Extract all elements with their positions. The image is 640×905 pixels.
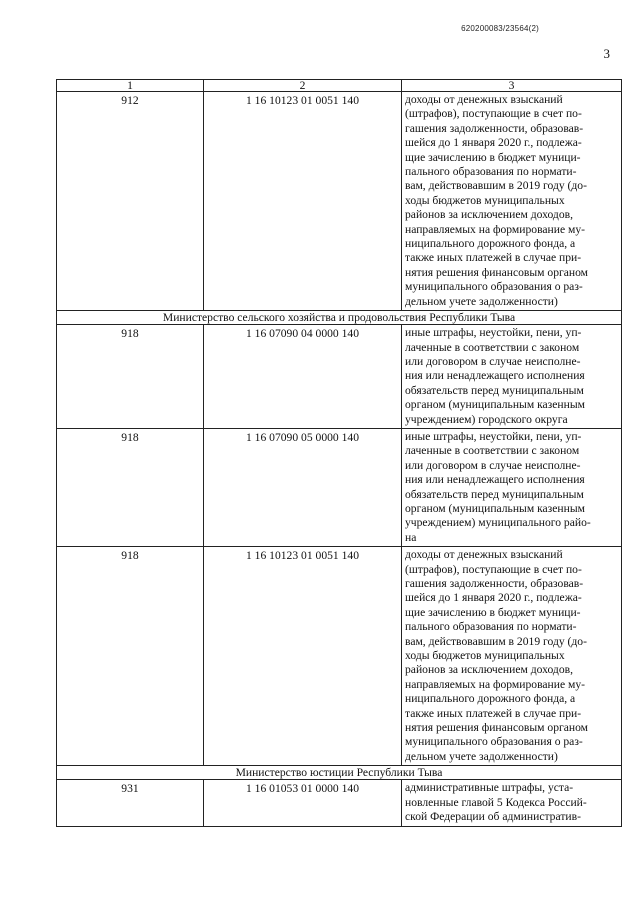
description-line: органом (муниципальным казенным xyxy=(405,398,585,412)
description-line: ской Федерации об административ- xyxy=(405,810,581,824)
description-line: ходы бюджетов муниципальных xyxy=(405,193,565,207)
description-line: пального образования по нормати- xyxy=(405,620,577,634)
column-header-2: 2 xyxy=(204,80,402,92)
budget-classification-code-cell: 1 16 10123 01 0051 140 xyxy=(204,92,402,311)
description-line: муниципального образования о раз- xyxy=(405,735,583,749)
description-line: (штрафов), поступающие в счет по- xyxy=(405,562,582,576)
description-line: новленные главой 5 Кодекса Россий- xyxy=(405,795,587,809)
revenue-description-cell xyxy=(402,547,622,766)
description-line: щие зачислению в бюджет муници- xyxy=(405,150,581,164)
admin-code-cell: 931 xyxy=(57,780,204,826)
description-line: также иных платежей в случае при- xyxy=(405,706,582,720)
admin-code-cell: 918 xyxy=(57,547,204,766)
description-line: учреждением) городского округа xyxy=(405,412,568,426)
budget-classification-code-cell: 1 16 07090 04 0000 140 xyxy=(204,325,402,429)
description-line: направляемых на формирование му- xyxy=(405,677,585,691)
admin-code-cell: 918 xyxy=(57,325,204,429)
column-header-1: 1 xyxy=(57,80,204,92)
budget-codes-table xyxy=(56,79,622,827)
description-line: иные штрафы, неустойки, пени, уп- xyxy=(405,326,582,340)
description-line: иные штрафы, неустойки, пени, уп- xyxy=(405,429,582,443)
description-line: обязательств перед муниципальным xyxy=(405,487,584,501)
description-line: шейся до 1 января 2020 г., подлежа- xyxy=(405,591,582,605)
table-header-row xyxy=(57,80,622,92)
description-line: или договором в случае неисполне- xyxy=(405,354,581,368)
description-line: дельном учете задолженности) xyxy=(405,294,558,308)
revenue-description-cell xyxy=(402,428,622,546)
description-line: щие зачислению в бюджет муници- xyxy=(405,605,581,619)
column-header-3: 3 xyxy=(402,80,622,92)
description-line: или договором в случае неисполне- xyxy=(405,458,581,472)
section-header-row xyxy=(57,766,622,780)
table-row xyxy=(57,428,622,546)
description-line: направляемых на формирование му- xyxy=(405,222,585,236)
table-row xyxy=(57,92,622,311)
description-line: нятия решения финансовым органом xyxy=(405,265,589,279)
description-line: также иных платежей в случае при- xyxy=(405,251,582,265)
page-cut-mask xyxy=(56,895,614,905)
section-title: Министерство юстиции Республики Тыва xyxy=(57,766,622,780)
description-line: ходы бюджетов муниципальных xyxy=(405,649,565,663)
description-line: районов за исключением доходов, xyxy=(405,208,573,222)
revenue-description-cell xyxy=(402,92,622,311)
admin-code-cell: 912 xyxy=(57,92,204,311)
section-header-row xyxy=(57,311,622,325)
description-line: (штрафов), поступающие в счет по- xyxy=(405,107,582,121)
section-title: Министерство сельского хозяйства и продовольствия Республики Тыва xyxy=(57,311,622,325)
description-line: на xyxy=(405,530,417,544)
budget-classification-code-cell: 1 16 01053 01 0000 140 xyxy=(204,780,402,826)
revenue-description-cell xyxy=(402,325,622,429)
description-line: лаченные в соответствии с законом xyxy=(405,340,580,354)
description-line: органом (муниципальным казенным xyxy=(405,501,585,515)
table-row xyxy=(57,547,622,766)
description-line: нятия решения финансовым органом xyxy=(405,721,589,735)
description-line: пального образования по нормати- xyxy=(405,165,577,179)
description-line: шейся до 1 января 2020 г., подлежа- xyxy=(405,136,582,150)
revenue-description-cell xyxy=(402,780,622,826)
description-line: ния или ненадлежащего исполнения xyxy=(405,473,585,487)
description-line: учреждением) муниципального райо- xyxy=(405,516,591,530)
admin-code-cell: 918 xyxy=(57,428,204,546)
description-line: ния или ненадлежащего исполнения xyxy=(405,369,585,383)
description-line: ниципального дорожного фонда, а xyxy=(405,692,576,706)
table-row xyxy=(57,780,622,826)
description-line: административные штрафы, уста- xyxy=(405,781,574,795)
page-number: 3 xyxy=(603,46,610,61)
description-line: муниципального образования о раз- xyxy=(405,280,583,294)
budget-classification-code-cell: 1 16 07090 05 0000 140 xyxy=(204,428,402,546)
description-line: доходы от денежных взысканий xyxy=(405,548,563,562)
table-row xyxy=(57,325,622,429)
document-id: 620200083/23564(2) xyxy=(461,24,539,33)
description-line: гашения задолженности, образовав- xyxy=(405,121,584,135)
description-line: доходы от денежных взысканий xyxy=(405,93,563,106)
description-line: обязательств перед муниципальным xyxy=(405,383,584,397)
description-line: гашения задолженности, образовав- xyxy=(405,577,584,590)
description-line: дельном учете задолженности) xyxy=(405,749,558,763)
description-line: районов за исключением доходов, xyxy=(405,663,573,677)
description-line: вам, действовавшим в 2019 году (до- xyxy=(405,179,587,193)
description-line: ниципального дорожного фонда, а xyxy=(405,237,576,251)
budget-classification-code-cell: 1 16 10123 01 0051 140 xyxy=(204,547,402,766)
description-line: вам, действовавшим в 2019 году (до- xyxy=(405,634,587,648)
description-line: лаченные в соответствии с законом xyxy=(405,444,580,458)
